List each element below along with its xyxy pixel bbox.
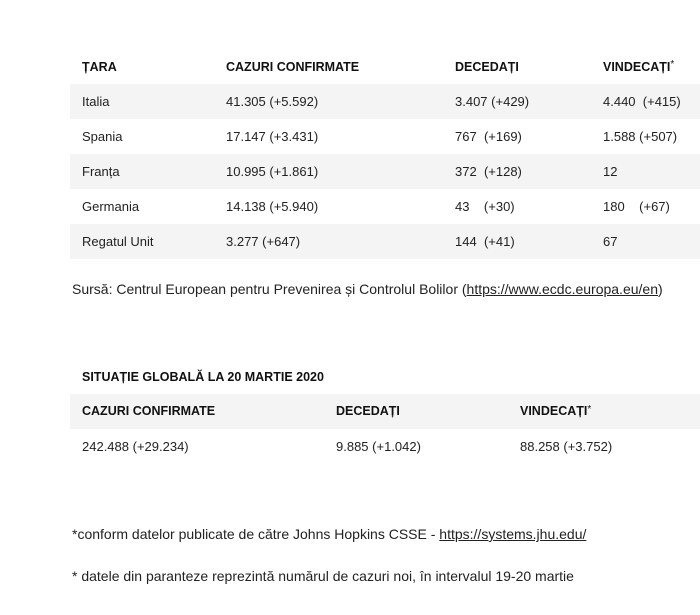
- deaths-new: (+41): [483, 234, 515, 249]
- global-confirmed-value: 242.488: [82, 439, 129, 454]
- confirmed-value: 3.277: [226, 234, 259, 249]
- global-header-recovered-label: VINDECAȚI: [520, 404, 588, 418]
- country-name: Spania: [82, 129, 123, 144]
- deaths-value: 144: [455, 234, 477, 249]
- table-row: [70, 154, 700, 189]
- global-deaths-value: 9.885: [336, 439, 369, 454]
- header-recovered-label: VINDECAȚI: [603, 60, 671, 74]
- table-row: [70, 84, 700, 119]
- recovered-value: 67: [603, 234, 618, 249]
- recovered-cell: [603, 119, 677, 154]
- country-name: Franța: [82, 164, 120, 179]
- deaths-new: (+30): [483, 199, 515, 214]
- global-header-recovered: [520, 394, 591, 429]
- confirmed-cell: [226, 154, 318, 189]
- country-name: Germania: [82, 199, 140, 214]
- source-prefix: Sursă: Centrul European pentru Prevenirea și Controlul Bolilor (: [72, 281, 467, 297]
- deaths-cell: [455, 119, 522, 154]
- global-table: [70, 394, 700, 464]
- recovered-cell: [603, 154, 617, 189]
- confirmed-new: (+5.940): [269, 199, 319, 214]
- header-confirmed: CAZURI CONFIRMATE: [226, 60, 360, 74]
- recovered-value: 4.440: [603, 94, 636, 109]
- deaths-cell: [455, 224, 515, 259]
- parentheses-footnote: * datele din paranteze reprezintă numărul de cazuri noi, în intervalul 19-20 martie: [72, 568, 574, 584]
- global-table-header: [70, 394, 700, 429]
- recovered-cell: [603, 189, 670, 224]
- deaths-value: 372: [455, 164, 477, 179]
- deaths-cell: [455, 154, 522, 189]
- recovered-new: (+67): [639, 199, 670, 214]
- confirmed-cell: [226, 119, 318, 154]
- confirmed-cell: [226, 224, 300, 259]
- recovered-value: 12: [603, 164, 618, 179]
- header-recovered-mark: *: [670, 59, 675, 70]
- confirmed-cell: [226, 189, 318, 224]
- source-suffix: ): [657, 281, 663, 297]
- recovered-new: (+415): [642, 94, 681, 109]
- global-header-confirmed: CAZURI CONFIRMATE: [82, 404, 216, 418]
- global-situation-title: SITUAȚIE GLOBALĂ LA 20 MARTIE 2020: [82, 370, 324, 384]
- global-deaths-new: (+1.042): [372, 439, 421, 454]
- country-name: Italia: [82, 94, 110, 109]
- global-header-deaths: DECEDAȚI: [336, 404, 400, 418]
- ecdc-link[interactable]: https://www.ecdc.europa.eu/en: [466, 281, 658, 297]
- confirmed-value: 14.138: [226, 199, 266, 214]
- deaths-value: 3.407: [455, 94, 488, 109]
- global-header-recovered-mark: *: [587, 404, 592, 415]
- confirmed-new: (+647): [262, 234, 301, 249]
- recovered-new: (+507): [639, 129, 678, 144]
- confirmed-new: (+5.592): [269, 94, 319, 109]
- confirmed-new: (+3.431): [269, 129, 319, 144]
- table-row: [70, 224, 700, 259]
- confirmed-value: 17.147: [226, 129, 266, 144]
- recovered-cell: [603, 84, 681, 119]
- deaths-new: (+429): [491, 94, 530, 109]
- recovered-value: 180: [603, 199, 625, 214]
- deaths-new: (+128): [483, 164, 522, 179]
- jhu-footnote-text: *conform datelor publicate de către Johns Hopkins CSSE -: [72, 526, 440, 542]
- deaths-new: (+169): [483, 129, 522, 144]
- confirmed-value: 41.305: [226, 94, 266, 109]
- deaths-value: 767: [455, 129, 477, 144]
- confirmed-value: 10.995: [226, 164, 266, 179]
- table-row: [70, 429, 700, 464]
- global-confirmed-cell: [82, 429, 189, 464]
- countries-table: [70, 48, 700, 259]
- global-recovered-value: 88.258: [520, 439, 560, 454]
- deaths-cell: [455, 84, 529, 119]
- table-row: [70, 189, 700, 224]
- confirmed-cell: [226, 84, 318, 119]
- deaths-value: 43: [455, 199, 470, 214]
- confirmed-new: (+1.861): [269, 164, 319, 179]
- country-name: Regatul Unit: [82, 234, 154, 249]
- table-row: [70, 119, 700, 154]
- global-confirmed-new: (+29.234): [132, 439, 189, 454]
- global-recovered-cell: [520, 429, 612, 464]
- header-recovered: [603, 48, 674, 86]
- jhu-link[interactable]: https://systems.jhu.edu/: [439, 526, 587, 542]
- header-deaths: DECEDAȚI: [455, 60, 519, 74]
- jhu-footnote: [72, 526, 586, 542]
- header-country: ȚARA: [82, 60, 117, 74]
- source-note: [72, 281, 663, 297]
- recovered-cell: [603, 224, 617, 259]
- deaths-cell: [455, 189, 515, 224]
- global-deaths-cell: [336, 429, 421, 464]
- recovered-value: 1.588: [603, 129, 636, 144]
- countries-table-header: [70, 48, 700, 84]
- global-recovered-new: (+3.752): [563, 439, 613, 454]
